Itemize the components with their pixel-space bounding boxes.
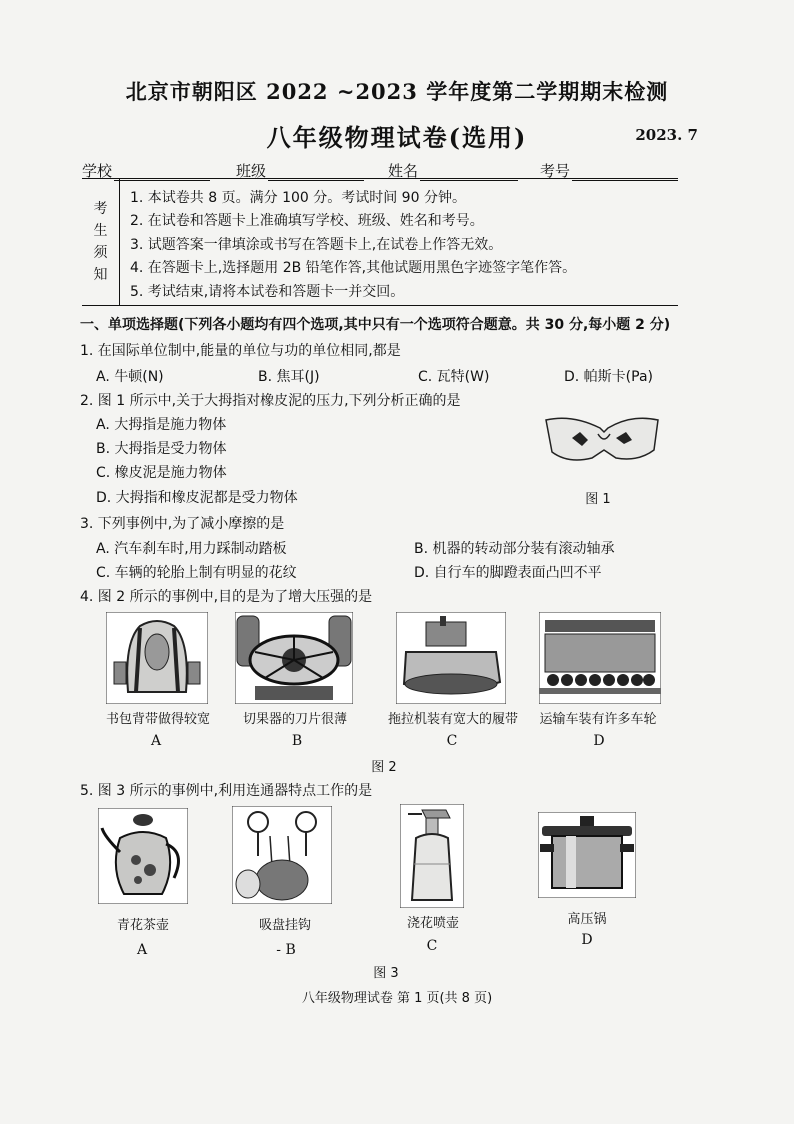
notice-rule: 3. 试题答案一律填涂或书写在答题卡上,在试卷上作答无效。: [130, 236, 503, 253]
q3-option-a[interactable]: A. 汽车刹车时,用力踩制动踏板: [96, 541, 287, 557]
notice-label: 考 生 须 知: [82, 179, 120, 305]
q5-caption-a: 青花茶壶: [116, 918, 169, 933]
q2-option-c[interactable]: C. 橡皮泥是施力物体: [96, 465, 227, 481]
q2-option-a[interactable]: A. 大拇指是施力物体: [96, 417, 227, 433]
notice-rule: 1. 本试卷共 8 页。满分 100 分。考试时间 90 分钟。: [130, 190, 466, 206]
q4-stem: 4. 图 2 所示的事例中,目的是为了增大压强的是: [80, 589, 373, 605]
q1-stem: 1. 在国际单位制中,能量的单位与功的单位相同,都是: [80, 343, 401, 359]
q3-stem: 3. 下列事例中,为了减小摩擦的是: [80, 516, 285, 532]
q3-option-c[interactable]: C. 车辆的轮胎上制有明显的花纹: [96, 565, 297, 581]
notice-rule: 2. 在试卷和答题卡上准确填写学校、班级、姓名和考号。: [130, 213, 484, 230]
q5-caption-c: 浇花喷壶: [406, 916, 459, 931]
class-label: 班级: [236, 162, 267, 180]
exam-date: 2023. 7: [635, 126, 698, 144]
q4-option-d[interactable]: D: [593, 733, 605, 749]
q5-option-a[interactable]: A: [136, 942, 148, 958]
school-label: 学校: [82, 162, 113, 180]
transport-truck-icon[interactable]: [539, 612, 661, 704]
notice-rule: 5. 考试结束,请将本试卷和答题卡一并交回。: [130, 283, 405, 300]
tractor-icon[interactable]: [396, 612, 506, 704]
notice-rules: [130, 187, 576, 304]
page-footer: 八年级物理试卷 第 1 页(共 8 页): [301, 991, 493, 1006]
q4-caption-c: 拖拉机装有宽大的履带: [387, 712, 518, 727]
q5-option-c[interactable]: C: [426, 938, 438, 954]
q2-stem: 2. 图 1 所示中,关于大拇指对橡皮泥的压力,下列分析正确的是: [80, 393, 461, 409]
q4-option-c[interactable]: C: [446, 733, 458, 749]
q5-option-d[interactable]: D: [581, 932, 593, 948]
q1-option-b[interactable]: B. 焦耳(J): [258, 369, 320, 385]
figure-1-label: 图 1: [585, 492, 611, 507]
exam-title: 北京市朝阳区 2022 ~2023 学年度第二学期期末检测: [125, 79, 669, 104]
q4-caption-b: 切果器的刀片很薄: [242, 712, 347, 727]
name-label: 姓名: [388, 162, 419, 180]
q4-option-a[interactable]: A: [150, 733, 162, 749]
figure-2-label: 图 2: [371, 760, 397, 775]
q1-option-a[interactable]: A. 牛顿(N): [96, 369, 164, 385]
teapot-icon[interactable]: [98, 808, 188, 904]
q3-option-b[interactable]: B. 机器的转动部分装有滚动轴承: [414, 541, 615, 557]
paper-title: 八年级物理试卷(选用): [266, 123, 528, 152]
spray-bottle-icon[interactable]: [400, 804, 464, 908]
backpack-icon[interactable]: [106, 612, 208, 704]
thumb-clay-figure-icon: [542, 410, 662, 470]
q3-option-d[interactable]: D. 自行车的脚蹬表面凸凹不平: [414, 565, 602, 581]
section-heading: 一、单项选择题(下列各小题均有四个选项,其中只有一个选项符合题意。共 30 分,每小题 2 分): [80, 317, 671, 333]
q1-option-c[interactable]: C. 瓦特(W): [418, 369, 490, 385]
exam-number-label: 考号: [540, 162, 571, 180]
q4-caption-a: 书包背带做得较宽: [105, 712, 210, 727]
q5-caption-b: 吸盘挂钩: [258, 918, 311, 933]
fruit-cutter-icon[interactable]: [235, 612, 353, 704]
suction-hook-icon[interactable]: [232, 806, 332, 904]
exam-notice-box: [82, 178, 678, 306]
pressure-cooker-icon[interactable]: [538, 812, 636, 898]
figure-3-label: 图 3: [373, 966, 399, 981]
q5-stem: 5. 图 3 所示的事例中,利用连通器特点工作的是: [80, 783, 373, 799]
q4-option-b[interactable]: B: [291, 733, 303, 749]
notice-rule: 4. 在答题卡上,选择题用 2B 铅笔作答,其他试题用黑色字迹签字笔作答。: [130, 260, 577, 277]
q5-caption-d: 高压锅: [567, 912, 607, 927]
q4-caption-d: 运输车装有许多车轮: [539, 712, 657, 727]
q2-option-d[interactable]: D. 大拇指和橡皮泥都是受力物体: [96, 490, 298, 506]
q5-option-b[interactable]: - B: [276, 942, 296, 958]
q1-option-d[interactable]: D. 帕斯卡(Pa): [564, 369, 653, 385]
q2-option-b[interactable]: B. 大拇指是受力物体: [96, 441, 227, 457]
